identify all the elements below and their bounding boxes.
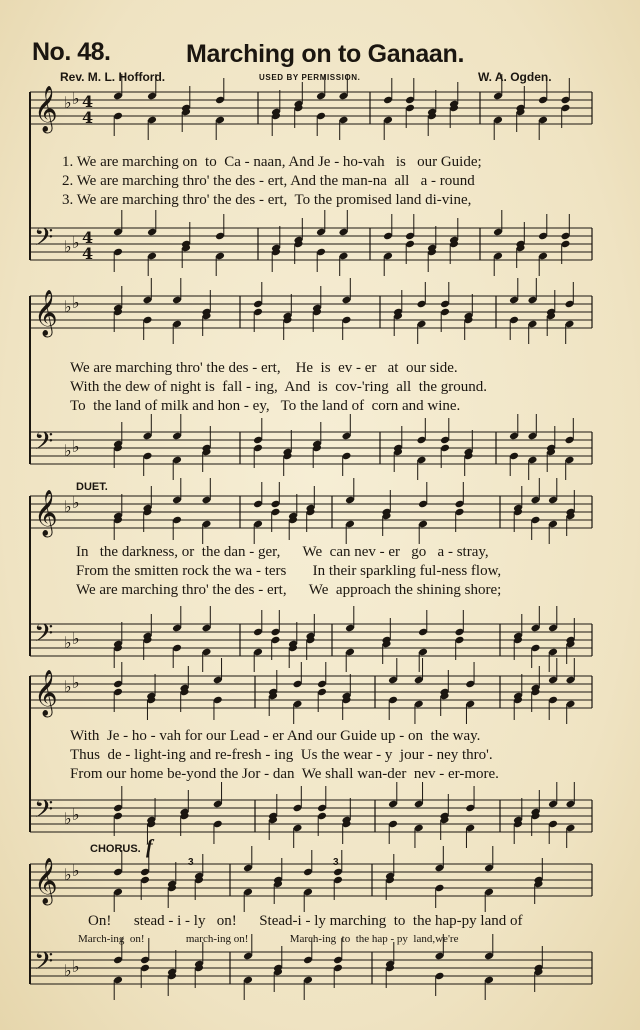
bass-clef-icon: 𝄢 [34, 223, 54, 258]
flat-icon: ♭ [72, 629, 80, 648]
flat-icon: ♭ [72, 957, 80, 976]
lyric-line: 3. We are marching thro' the des - ert, To the promised land di-vine, [62, 192, 472, 208]
treble-clef-icon: 𝄞 [34, 670, 58, 716]
flat-icon: ♭ [64, 297, 72, 316]
lyric-line: From our home be-yond the Jor - dan We shall wan-der nev - er-more. [70, 766, 499, 782]
flat-icon: ♭ [72, 673, 80, 692]
lyric-line: With Je - ho - vah for our Lead - er And our Guide up - on the way. [70, 728, 481, 744]
treble-clef-icon: 𝄞 [34, 858, 58, 904]
lyric-line: On! stead - i - ly on! Stead-i - ly marching to the hap-py land of [88, 913, 523, 929]
treble-clef-icon: 𝄞 [34, 290, 58, 336]
forte-dynamic: f [146, 836, 153, 858]
time-signature: 4 [82, 92, 94, 111]
chorus-marking: CHORUS. [90, 843, 141, 855]
bass-clef-icon: 𝄢 [34, 427, 54, 462]
flat-icon: ♭ [64, 633, 72, 652]
time-signature: 4 [82, 244, 94, 263]
time-signature: 4 [82, 228, 94, 247]
lyric-line: From the smitten rock the wa - ters In their sparkling ful-ness flow, [76, 563, 502, 579]
lyric-line: We are marching thro' the des - ert, We approach the shining shore; [76, 582, 502, 598]
bass-clef-icon: 𝄢 [34, 619, 54, 654]
lyric-line: Thus de - light-ing and re-fresh - ing Us the wear - y jour - ney thro'. [70, 747, 493, 763]
flat-icon: ♭ [64, 237, 72, 256]
flat-icon: ♭ [64, 677, 72, 696]
lyric-line: With the dew of night is fall - ing, And is cov-'ring all the ground. [70, 379, 488, 395]
flat-icon: ♭ [72, 493, 80, 512]
lyric-line: March-ing on! march-ing on! March-ing to the hap - py land,we're [78, 933, 459, 945]
bass-clef-icon: 𝄢 [34, 795, 54, 830]
permission-note: USED BY PERMISSION. [259, 73, 361, 82]
flat-icon: ♭ [72, 805, 80, 824]
flat-icon: ♭ [64, 961, 72, 980]
flat-icon: ♭ [72, 293, 80, 312]
flat-icon: ♭ [72, 233, 80, 252]
treble-clef-icon: 𝄞 [34, 490, 58, 536]
lyricist-credit: Rev. M. L. Hofford. [60, 70, 166, 84]
lyric-line: 1. We are marching on to Ca - naan, And Je - ho-vah is our Guide; [62, 154, 482, 170]
flat-icon: ♭ [64, 441, 72, 460]
flat-icon: ♭ [64, 93, 72, 112]
flat-icon: ♭ [64, 497, 72, 516]
lyric-line: To the land of milk and hon - ey, To the land of corn and wine. [70, 398, 461, 414]
hymn-number: No. 48. [32, 38, 111, 66]
composer-credit: W. A. Ogden. [478, 70, 552, 84]
lyric-line: We are marching thro' the des - ert, He is ev - er at our side. [70, 360, 458, 376]
flat-icon: ♭ [72, 89, 80, 108]
flat-icon: ♭ [72, 861, 80, 880]
lyric-line: 2. We are marching thro' the des - ert, And the man-na all a - round [62, 173, 475, 189]
triplet-marking: 3 [188, 857, 194, 868]
lyric-line: In the darkness, or the dan - ger, We can nev - er go a - stray, [76, 544, 489, 560]
time-signature: 4 [82, 108, 94, 127]
flat-icon: ♭ [72, 437, 80, 456]
duet-marking: DUET. [76, 481, 108, 493]
flat-icon: ♭ [64, 865, 72, 884]
triplet-marking: 3 [333, 857, 339, 868]
treble-clef-icon: 𝄞 [34, 86, 58, 132]
flat-icon: ♭ [64, 809, 72, 828]
hymn-title: Marching on to Ganaan. [186, 40, 465, 68]
bass-clef-icon: 𝄢 [34, 947, 54, 982]
